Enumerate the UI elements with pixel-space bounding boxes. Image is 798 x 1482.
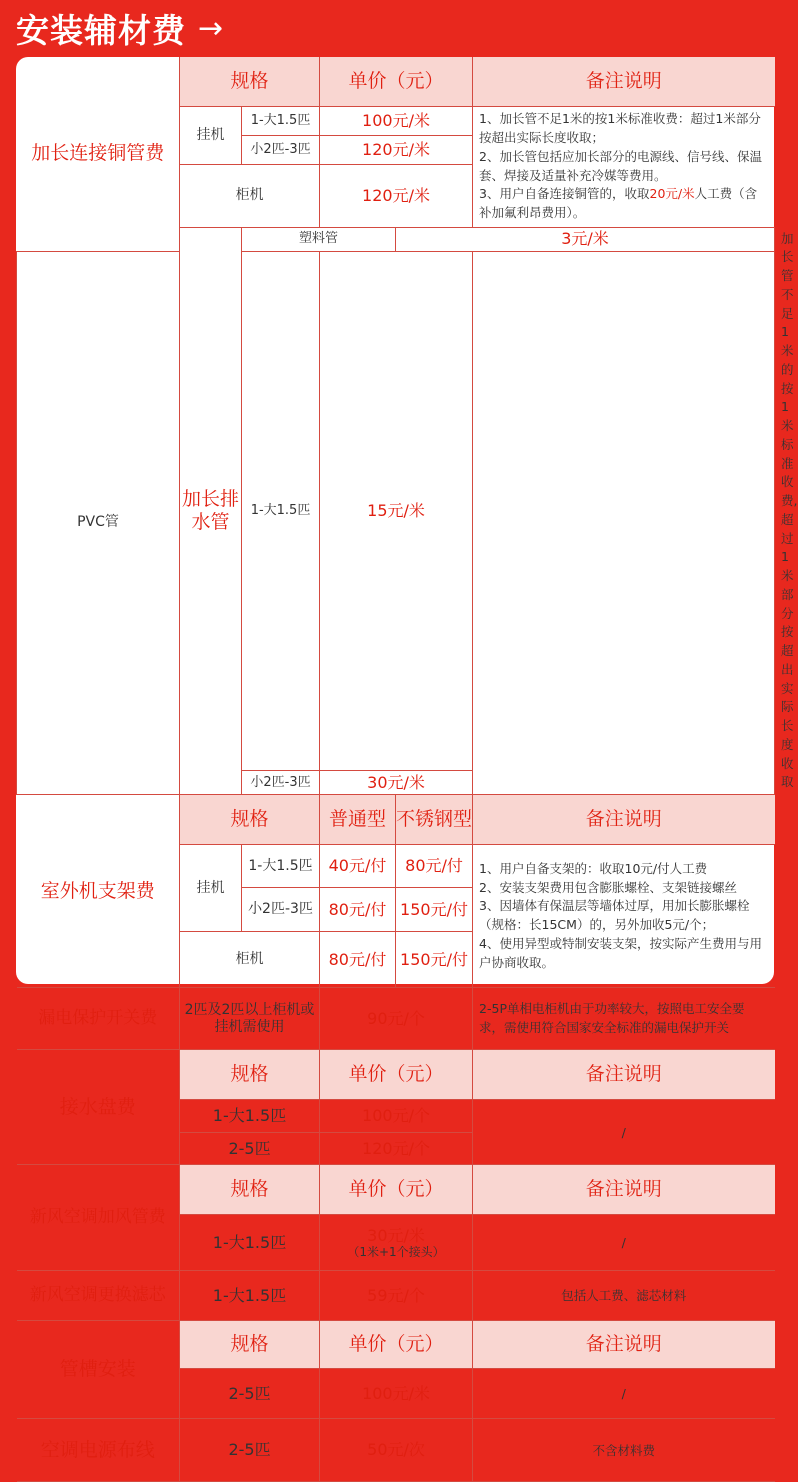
- fresh-duct-spec-header: 规格: [180, 1165, 320, 1215]
- bracket-r1-stainless: 80元/付: [396, 845, 473, 888]
- copper-r1-price: 100元/米: [320, 106, 473, 135]
- copper-note: [473, 106, 775, 227]
- copper-r1-spec: 1-大1.5匹: [242, 106, 320, 135]
- fresh-duct-remarks-header: 备注说明: [473, 1165, 775, 1215]
- bracket-header-row: [17, 795, 775, 845]
- trunking-note: /: [473, 1369, 775, 1419]
- bracket-note-4: 4、使用异型或特制安装支架，按实际产生费用与用户协商收取。: [479, 935, 762, 970]
- tray-r1-price: 100元/个: [320, 1100, 473, 1133]
- trunking-spec: 2-5匹: [180, 1369, 320, 1419]
- page-title: 安装辅材费: [16, 10, 186, 50]
- fresh-filter-spec: 1-大1.5匹: [180, 1271, 320, 1321]
- trunking-price-header: 单价（元）: [320, 1321, 473, 1369]
- drain-plastic-price: 3元/米: [396, 227, 775, 251]
- bracket-r3-stainless: 150元/付: [396, 932, 473, 988]
- tray-r2-spec: 2-5匹: [180, 1133, 320, 1165]
- bracket-cabinet-label: 柜机: [180, 932, 320, 988]
- fresh-duct-price-header: 单价（元）: [320, 1165, 473, 1215]
- trunking-spec-header: 规格: [180, 1321, 320, 1369]
- drain-row-1: 加长排水管 塑料管 3元/米 加长管不足1米的按1米标准收费,超过1米部分按超出实际长度收取: [17, 227, 775, 251]
- bracket-stainless-header: 不锈钢型: [396, 795, 473, 845]
- copper-price-header: 单价（元）: [320, 57, 473, 106]
- power-spec: 2-5匹: [180, 1419, 320, 1482]
- copper-cabinet-label: 柜机: [180, 164, 320, 227]
- copper-note-3: [479, 185, 769, 223]
- bracket-remarks-header: 备注说明: [473, 795, 775, 845]
- drain-r1-price: 15元/米: [320, 251, 473, 771]
- bracket-wall-label: 挂机: [180, 845, 242, 932]
- bracket-note: [473, 845, 775, 988]
- bracket-r1-normal: 40元/付: [320, 845, 396, 888]
- drain-category: 加长排水管: [180, 227, 242, 795]
- tray-category: 接水盘费: [17, 1050, 180, 1165]
- drain-r2-price: 30元/米: [320, 771, 473, 795]
- arrow-right-icon[interactable]: →: [198, 10, 225, 46]
- fresh-filter-row: [17, 1271, 775, 1321]
- power-price: 50元/次: [320, 1419, 473, 1482]
- fresh-duct-header-row: [17, 1165, 775, 1215]
- copper-note-3-fee: 20元/米: [649, 186, 695, 202]
- page-header: [16, 6, 224, 50]
- bracket-r1-spec: 1-大1.5匹: [242, 845, 320, 888]
- power-note: 不含材料费: [473, 1419, 775, 1482]
- leakage-category: 漏电保护开关费: [17, 988, 180, 1050]
- bracket-note-3: 3、因墙体有保温层等墙体过厚，用加长膨胀螺栓（规格：长15CM）的，另外加收5元/个；: [479, 898, 750, 932]
- copper-category: 加长连接铜管费: [17, 57, 180, 251]
- drain-r1-spec: 1-大1.5匹: [242, 251, 320, 771]
- copper-note-1: 1、加长管不足1米的按1米标准收费：超过1米部分按超出实际长度收取；: [479, 111, 761, 145]
- copper-note-3-pre: 3、用户自备连接铜管的，收取: [479, 186, 650, 202]
- copper-remarks-header: 备注说明: [473, 57, 775, 106]
- trunking-remarks-header: 备注说明: [473, 1321, 775, 1369]
- copper-spec-header: 规格: [180, 57, 320, 106]
- fresh-duct-category: 新风空调加风管费: [17, 1165, 180, 1271]
- fresh-duct-spec: 1-大1.5匹: [180, 1215, 320, 1271]
- drain-r2-spec: 小2匹-3匹: [242, 771, 320, 795]
- copper-r2-spec: 小2匹-3匹: [242, 135, 320, 164]
- copper-r3-price: 120元/米: [320, 164, 473, 227]
- bracket-r2-spec: 小2匹-3匹: [242, 888, 320, 932]
- bracket-normal-header: 普通型: [320, 795, 396, 845]
- trunking-price: 100元/米: [320, 1369, 473, 1419]
- power-row: [17, 1419, 775, 1482]
- tray-spec-header: 规格: [180, 1050, 320, 1100]
- fresh-duct-price-cell: [320, 1215, 473, 1271]
- tray-note: /: [473, 1100, 775, 1165]
- drain-plastic-label: 塑料管: [242, 227, 396, 251]
- bracket-r3-normal: 80元/付: [320, 932, 396, 988]
- bracket-note-1: 1、用户自备支架的：收取10元/付人工费: [479, 860, 708, 876]
- copper-note-3-post: 人工费（含补加氟利昂费用）。: [479, 186, 758, 220]
- copper-wall-label: 挂机: [180, 106, 242, 164]
- tray-r1-spec: 1-大1.5匹: [180, 1100, 320, 1133]
- leakage-spec: 2匹及2匹以上柜机或挂机需使用: [180, 988, 320, 1050]
- fee-card: [16, 57, 798, 1461]
- drain-row-2: [17, 251, 775, 771]
- tray-price-header: 单价（元）: [320, 1050, 473, 1100]
- leakage-row: [17, 988, 775, 1050]
- drain-pvc-label: PVC管: [17, 251, 180, 795]
- copper-note-2: 2、加长管包括应加长部分的电源线、信号线、保温套、焊接及适量补充冷媒等费用。: [479, 148, 762, 183]
- tray-r2-price: 120元/个: [320, 1133, 473, 1165]
- tray-header-row: [17, 1050, 775, 1100]
- leakage-note: 2-5P单相电柜机由于功率较大，按照电工安全要求，需使用符合国家安全标准的漏电保护开关: [473, 988, 775, 1050]
- copper-header-row: [17, 57, 775, 106]
- fresh-duct-note: /: [473, 1215, 775, 1271]
- copper-r2-price: 120元/米: [320, 135, 473, 164]
- trunking-header-row: [17, 1321, 775, 1369]
- fresh-filter-note: 包括人工费、滤芯材料: [473, 1271, 775, 1321]
- fresh-duct-price: 30元/米: [367, 1225, 425, 1245]
- power-category: 空调电源布线: [17, 1419, 180, 1482]
- fee-table: [16, 57, 798, 1482]
- fresh-filter-price: 59元/个: [320, 1271, 473, 1321]
- fresh-filter-category: 新风空调更换滤芯: [17, 1271, 180, 1321]
- tray-remarks-header: 备注说明: [473, 1050, 775, 1100]
- bracket-category: 室外机支架费: [17, 795, 180, 988]
- bracket-note-2: 2、安装支架费用包含膨胀螺栓、支架链接螺丝: [479, 879, 737, 895]
- fresh-duct-price-sub: （1米+1个接头）: [347, 1244, 445, 1259]
- trunking-category: 管槽安装: [17, 1321, 180, 1419]
- bracket-spec-header: 规格: [180, 795, 320, 845]
- bracket-r2-stainless: 150元/付: [396, 888, 473, 932]
- leakage-price: 90元/个: [320, 988, 473, 1050]
- bracket-r2-normal: 80元/付: [320, 888, 396, 932]
